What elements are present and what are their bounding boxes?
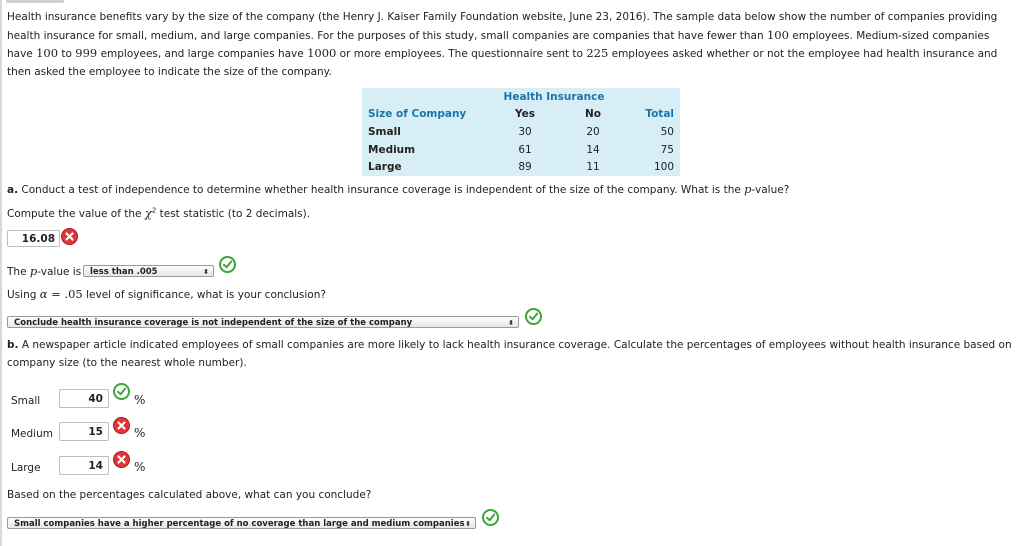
- percentage-conclusion-select[interactable]: [7, 517, 476, 529]
- intro-text-6: employees asked whether or not the employee had health insurance and then asked the employee to indicate the size of the company.: [7, 48, 998, 78]
- top-tab-edge: [6, 0, 64, 3]
- intro-number: 999: [75, 46, 98, 61]
- table-row: [362, 158, 680, 176]
- part-a-text-end: -value?: [751, 184, 790, 196]
- col-header-total: Total: [645, 108, 674, 121]
- part-b-text: A newspaper article indicated employees of small companies are more likely to lack health insurance coverage. Calculate the percentages of employees without health insurance based on company size (to the nearest whole number).: [7, 339, 1012, 369]
- intro-number: 225: [586, 46, 609, 61]
- row-size: Medium: [368, 143, 416, 156]
- part-b-question: [7, 337, 1019, 372]
- small-percentage-input[interactable]: 40: [59, 389, 109, 408]
- cell-total: 100: [653, 161, 674, 174]
- p-variable: p: [29, 264, 38, 278]
- conclusion-select[interactable]: [7, 316, 519, 328]
- intro-text-4: employees, and large companies have: [97, 48, 308, 61]
- large-percentage-input[interactable]: 14: [59, 456, 109, 475]
- chi-square-prompt: [7, 206, 310, 220]
- intro-text-3: to: [58, 48, 76, 61]
- medium-label: Medium: [11, 428, 53, 440]
- cell-total: 50: [660, 125, 674, 138]
- pvalue-text: The: [7, 266, 30, 278]
- chi-symbol: χ: [144, 206, 152, 220]
- part-a-question: [7, 182, 789, 196]
- cell-no: 14: [586, 143, 600, 156]
- col-header-company: Size of Company: [368, 108, 467, 121]
- cell-yes: 61: [518, 143, 532, 156]
- cell-total: 75: [660, 143, 674, 156]
- table-row: [362, 123, 680, 141]
- alpha-prompt: [7, 287, 326, 301]
- alpha-text-end: level of significance, what is your conclusion?: [82, 289, 326, 301]
- percent-sign: %: [134, 393, 146, 407]
- compute-text: Compute the value of the: [7, 208, 145, 220]
- compute-text-end: test statistic (to 2 decimals).: [156, 208, 311, 220]
- alpha-text: Using: [7, 289, 40, 301]
- small-label: Small: [11, 395, 41, 407]
- large-label: Large: [11, 462, 41, 474]
- checkmark-icon: [482, 509, 499, 526]
- updown-arrows-icon: ⬍: [203, 268, 209, 276]
- cell-yes: 30: [518, 125, 532, 138]
- intro-number: 1000: [307, 46, 337, 61]
- intro-number: 100: [36, 46, 59, 61]
- percent-sign: %: [134, 426, 146, 440]
- checkmark-icon: [113, 383, 130, 400]
- row-size: Large: [368, 161, 402, 174]
- medium-percentage-input[interactable]: 15: [59, 422, 109, 441]
- cell-no: 11: [586, 161, 600, 174]
- updown-arrows-icon: ⬍: [465, 520, 471, 528]
- checkmark-icon: [219, 256, 236, 273]
- pvalue-select[interactable]: [83, 265, 214, 277]
- col-header-no: No: [584, 108, 601, 121]
- health-insurance-table: [362, 88, 680, 176]
- conclude-prompt: Based on the percentages calculated above, what can you conclude?: [7, 489, 372, 501]
- col-header-yes: Yes: [514, 108, 535, 121]
- table-row: [362, 141, 680, 159]
- page-left-border: [0, 0, 2, 546]
- alpha-symbol: α: [39, 287, 48, 301]
- checkmark-icon: [525, 308, 542, 325]
- alpha-value: = .05: [47, 287, 83, 301]
- group-header: Health Insurance: [503, 90, 605, 103]
- intro-number: 100: [766, 27, 789, 42]
- pvalue-prompt: [7, 264, 81, 278]
- chi-superscript: 2: [151, 206, 157, 215]
- intro-text-1: Health insurance benefits vary by the size of the company (the Henry J. Kaiser Family Foundation website, June 23, 2016). The sample data below show the number of companies providing health insurance for small, medium, and large companies. For the purposes of this study, small companies are companies that have fewer than: [7, 11, 998, 42]
- intro-text-2: employees. Medium-sized companies have: [7, 29, 990, 61]
- row-size: Small: [368, 125, 401, 138]
- part-b-letter: b.: [7, 339, 19, 351]
- percent-sign: %: [134, 460, 146, 474]
- intro-text-5: or more employees. The questionnaire sent to: [336, 48, 587, 61]
- chi-square-answer-input[interactable]: 16.08: [7, 230, 60, 247]
- x-mark-icon: [61, 228, 78, 245]
- pvalue-selected-value: less than .005: [90, 267, 158, 277]
- x-mark-icon: [113, 417, 130, 434]
- x-mark-icon: [113, 451, 130, 468]
- updown-arrows-icon: ⬍: [508, 319, 514, 327]
- p-variable: p: [744, 182, 752, 196]
- problem-intro: [7, 9, 1015, 81]
- pvalue-text-end: -value is: [37, 266, 82, 278]
- cell-no: 20: [586, 125, 600, 138]
- part-a-letter: a.: [7, 184, 19, 196]
- part-a-text: Conduct a test of independence to determine whether health insurance coverage is independent of the size of the company. What is the: [18, 184, 745, 196]
- cell-yes: 89: [518, 161, 532, 174]
- percentage-conclusion-selected-value: Small companies have a higher percentage of no coverage than large and medium companies: [14, 519, 465, 529]
- conclusion-selected-value: Conclude health insurance coverage is not independent of the size of the company: [14, 318, 413, 328]
